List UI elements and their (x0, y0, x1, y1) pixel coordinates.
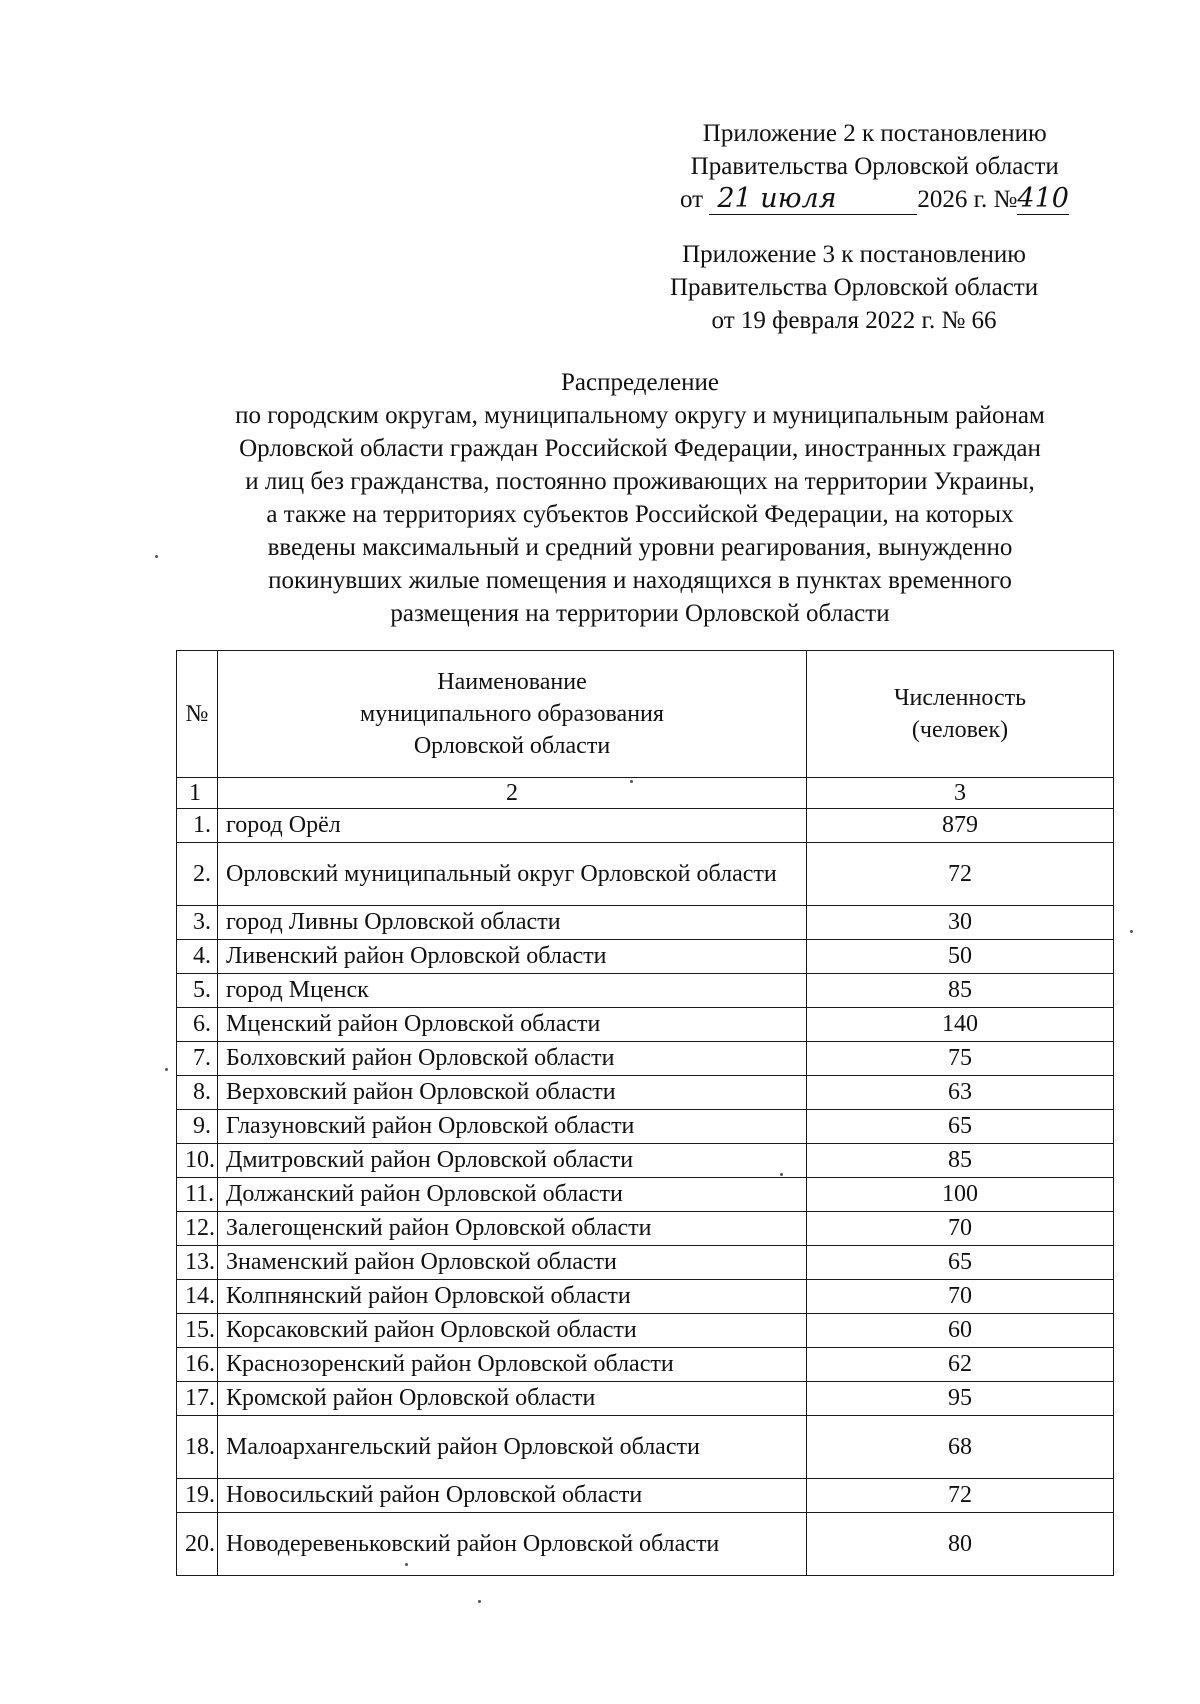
row-count: 65 (807, 1110, 1114, 1144)
title-line-8: размещения на территории Орловской области (390, 600, 890, 627)
annex-2-line-1: Приложение 2 к постановлению (702, 120, 1047, 147)
row-count: 30 (807, 906, 1114, 940)
scan-speck (780, 1173, 783, 1176)
table-row (177, 1178, 1114, 1212)
handwritten-number-field (1017, 185, 1069, 215)
title-line-4: и лиц без гражданства, постоянно проживающих на территории Украины, (245, 468, 1035, 495)
header-count-line-2: (человек) (911, 717, 1009, 743)
row-count: 95 (807, 1382, 1114, 1416)
header-name (218, 651, 807, 778)
row-num: 10. (177, 1144, 218, 1178)
table-row (177, 1076, 1114, 1110)
row-num: 18. (177, 1416, 218, 1479)
row-name: Ливенский район Орловской области (218, 940, 807, 974)
row-count: 65 (807, 1246, 1114, 1280)
header-num: № (177, 651, 218, 778)
row-name: Корсаковский район Орловской области (218, 1314, 807, 1348)
row-count: 70 (807, 1280, 1114, 1314)
column-index-1: 1 (177, 778, 218, 809)
row-count: 70 (807, 1212, 1114, 1246)
annex-2-prefix: от (680, 186, 704, 213)
row-name: Болховский район Орловской области (218, 1042, 807, 1076)
title-line-2: по городским округам, муниципальному округу и муниципальным районам (235, 402, 1045, 429)
title-line-3: Орловской области граждан Российской Федерации, иностранных граждан (239, 435, 1041, 462)
handwritten-date-field (709, 185, 917, 215)
row-count: 72 (807, 843, 1114, 906)
row-count: 879 (807, 809, 1114, 843)
document-title (150, 366, 1130, 630)
row-name: Новосильский район Орловской области (218, 1479, 807, 1513)
row-count: 68 (807, 1416, 1114, 1479)
title-line-6: введены максимальный и средний уровни реагирования, вынужденно (267, 534, 1013, 561)
distribution-table (176, 650, 1114, 1576)
header-name-line-1: Наименование (437, 669, 587, 695)
annex-3-header (670, 238, 1038, 337)
row-name: Мценский район Орловской области (218, 1008, 807, 1042)
scan-speck (165, 1068, 168, 1071)
row-name: Колпнянский район Орловской области (218, 1280, 807, 1314)
row-num: 13. (177, 1246, 218, 1280)
table-row (177, 1042, 1114, 1076)
row-num: 15. (177, 1314, 218, 1348)
row-num: 1. (177, 809, 218, 843)
row-num: 8. (177, 1076, 218, 1110)
table-row (177, 1246, 1114, 1280)
header-count (807, 651, 1114, 778)
column-index-2: 2 (218, 778, 807, 809)
row-count: 60 (807, 1314, 1114, 1348)
table-row (177, 1280, 1114, 1314)
row-num: 7. (177, 1042, 218, 1076)
column-index-row (177, 778, 1114, 809)
table-row (177, 1314, 1114, 1348)
row-count: 72 (807, 1479, 1114, 1513)
header-count-line-1: Численность (893, 685, 1027, 711)
table-row (177, 1144, 1114, 1178)
scan-speck (1130, 930, 1133, 933)
row-name: Должанский район Орловской области (218, 1178, 807, 1212)
scan-speck (155, 555, 158, 558)
row-count: 100 (807, 1178, 1114, 1212)
table-row (177, 1008, 1114, 1042)
table-row (177, 809, 1114, 843)
scan-speck (630, 780, 633, 783)
table-row (177, 974, 1114, 1008)
table-row (177, 1382, 1114, 1416)
table-body (177, 651, 1114, 1576)
row-count: 50 (807, 940, 1114, 974)
handwritten-number: 410 (1017, 183, 1069, 214)
title-line-7: покинувших жилые помещения и находящихся в пунктах временного (268, 567, 1012, 594)
scan-speck (478, 1600, 481, 1603)
table-row (177, 1479, 1114, 1513)
row-num: 20. (177, 1513, 218, 1576)
title-line-5: а также на территориях субъектов Российской Федерации, на которых (266, 501, 1014, 528)
table-header-row (177, 651, 1114, 778)
row-num: 4. (177, 940, 218, 974)
table-row (177, 906, 1114, 940)
row-name: Глазуновский район Орловской области (218, 1110, 807, 1144)
row-name: город Орёл (218, 809, 807, 843)
row-num: 12. (177, 1212, 218, 1246)
row-count: 75 (807, 1042, 1114, 1076)
row-num: 14. (177, 1280, 218, 1314)
row-num: 6. (177, 1008, 218, 1042)
annex-2-header (680, 117, 1069, 216)
table-row (177, 940, 1114, 974)
title-line-1: Распределение (561, 369, 719, 396)
header-name-line-2: муниципального образования (360, 701, 664, 727)
row-num: 2. (177, 843, 218, 906)
row-num: 11. (177, 1178, 218, 1212)
table-row (177, 1416, 1114, 1479)
annex-2-line-3 (680, 183, 1069, 216)
row-name: Краснозоренский район Орловской области (218, 1348, 807, 1382)
scan-speck (405, 1563, 408, 1566)
annex-2-line-2: Правительства Орловской области (690, 153, 1059, 180)
row-count: 80 (807, 1513, 1114, 1576)
row-num: 16. (177, 1348, 218, 1382)
row-name: Залегощенский район Орловской области (218, 1212, 807, 1246)
row-name: Кромской район Орловской области (218, 1382, 807, 1416)
table-row (177, 1513, 1114, 1576)
row-name: город Мценск (218, 974, 807, 1008)
row-count: 140 (807, 1008, 1114, 1042)
table-row (177, 843, 1114, 906)
row-count: 63 (807, 1076, 1114, 1110)
row-num: 5. (177, 974, 218, 1008)
row-count: 62 (807, 1348, 1114, 1382)
row-name: Новодеревеньковский район Орловской области (218, 1513, 807, 1576)
row-name: Знаменский район Орловской области (218, 1246, 807, 1280)
annex-3-line-2: Правительства Орловской области (670, 274, 1039, 301)
row-num: 17. (177, 1382, 218, 1416)
table-row (177, 1212, 1114, 1246)
annex-2-year: 2026 г. № (917, 186, 1018, 213)
row-name: Малоархангельский район Орловской области (218, 1416, 807, 1479)
row-num: 3. (177, 906, 218, 940)
header-name-line-3: Орловской области (413, 733, 611, 759)
row-count: 85 (807, 974, 1114, 1008)
annex-3-line-3: от 19 февраля 2022 г. № 66 (711, 307, 997, 334)
table-row (177, 1348, 1114, 1382)
column-index-3: 3 (807, 778, 1114, 809)
row-num: 9. (177, 1110, 218, 1144)
table-row (177, 1110, 1114, 1144)
row-name: Орловский муниципальный округ Орловской области (218, 843, 807, 906)
handwritten-date: 21 июля (717, 183, 837, 214)
row-name: город Ливны Орловской области (218, 906, 807, 940)
row-name: Дмитровский район Орловской области (218, 1144, 807, 1178)
annex-3-line-1: Приложение 3 к постановлению (682, 241, 1026, 268)
row-name: Верховский район Орловской области (218, 1076, 807, 1110)
row-num: 19. (177, 1479, 218, 1513)
row-count: 85 (807, 1144, 1114, 1178)
